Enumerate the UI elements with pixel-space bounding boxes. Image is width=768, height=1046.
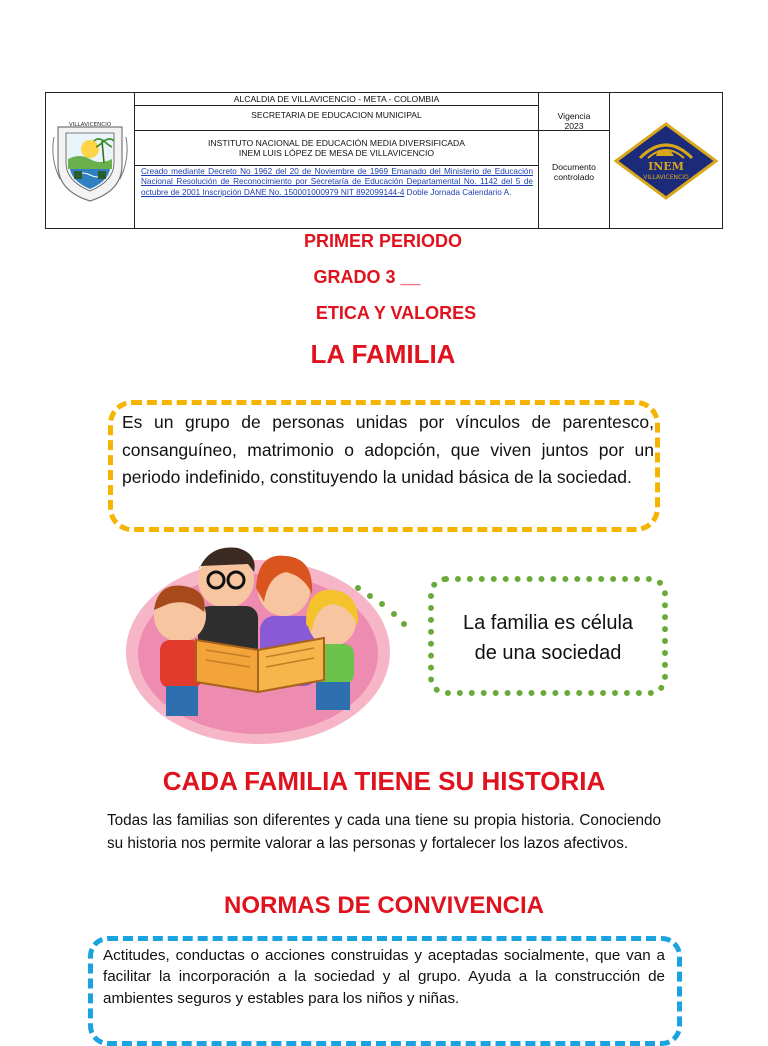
topic-title: LA FAMILIA bbox=[310, 339, 456, 369]
family-reading-illustration bbox=[118, 532, 408, 752]
controlled-document-label-2: controlado bbox=[553, 172, 595, 182]
table-divider bbox=[134, 165, 538, 166]
right-logo-text-1: INEM bbox=[648, 160, 684, 173]
subject-title: ETICA Y VALORES bbox=[315, 303, 477, 323]
right-logo-text-2: VILLAVICENCIO bbox=[643, 174, 689, 181]
institution-name-line1: INSTITUTO NACIONAL DE EDUCACIÓN MEDIA DIVERSIFICADA bbox=[208, 138, 465, 148]
table-divider bbox=[134, 130, 609, 131]
speech-bubble-text bbox=[436, 608, 660, 668]
document-header-table bbox=[45, 92, 723, 229]
vigencia-label: Vigencia bbox=[557, 111, 591, 121]
table-divider bbox=[134, 105, 538, 106]
decree-tail: Doble Jornada Calendario A. bbox=[404, 187, 512, 197]
family-history-text: Todas las familias son diferentes y cada una tiene su propia historia. Conociendo su historia nos permite valorar a las personas y fortalecer los lazos afectivos. bbox=[107, 812, 661, 852]
family-history-heading: CADA FAMILIA TIENE SU HISTORIA bbox=[162, 766, 606, 796]
definition-text: Es un grupo de personas unidas por vínculos de parentesco, consanguíneo, matrimonio o adopción, que viven juntos por un periodo indefinido, constituyendo la unidad básica de la sociedad. bbox=[122, 412, 654, 488]
speech-bubble-line2: de una sociedad bbox=[474, 642, 622, 664]
period-title: PRIMER PERIODO bbox=[303, 231, 463, 251]
inem-logo bbox=[614, 122, 718, 200]
left-logo-text: VILLAVICENCIO bbox=[68, 122, 112, 128]
decree-text bbox=[141, 167, 533, 198]
norms-text: Actitudes, conductas o acciones construidas y aceptadas socialmente, que van a facilitar la incorporación a la sociedad y al grupo. Ayuda a la construcción de ambientes seguros y estables para los niños y niñas. bbox=[103, 947, 665, 1007]
municipality-name: ALCALDIA DE VILLAVICENCIO - META - COLOMBIA bbox=[233, 94, 440, 104]
controlled-document-label-1: Documento bbox=[552, 162, 596, 172]
grade-title: GRADO 3 __ bbox=[313, 267, 421, 287]
speech-bubble-line1: La familia es célula bbox=[462, 612, 634, 634]
vigencia-cell bbox=[539, 111, 609, 131]
table-divider bbox=[609, 93, 610, 228]
institution-name-line2: INEM LUIS LÓPEZ DE MESA DE VILLAVICENCIO bbox=[238, 148, 435, 158]
decree-link[interactable]: Creado mediante Decreto No 1962 del 20 de Noviembre de 1969 Emanado del Ministerio de Educación Nacional Resolución de Reconocimiento por Secretaría de Educación Departamental No. 1142 del 5 de octubre de 2001 Inscripción DANE No. 150001000979 NIT 892099144-4 bbox=[141, 167, 533, 197]
institution-name bbox=[135, 138, 538, 158]
villavicencio-coat-of-arms-logo bbox=[48, 119, 132, 204]
coexistence-norms-heading: NORMAS DE CONVIVENCIA bbox=[223, 892, 545, 919]
education-secretariat: SECRETARIA DE EDUCACION MUNICIPAL bbox=[251, 110, 422, 120]
vigencia-year: 2023 bbox=[564, 121, 584, 131]
controlled-document-cell bbox=[539, 162, 609, 182]
